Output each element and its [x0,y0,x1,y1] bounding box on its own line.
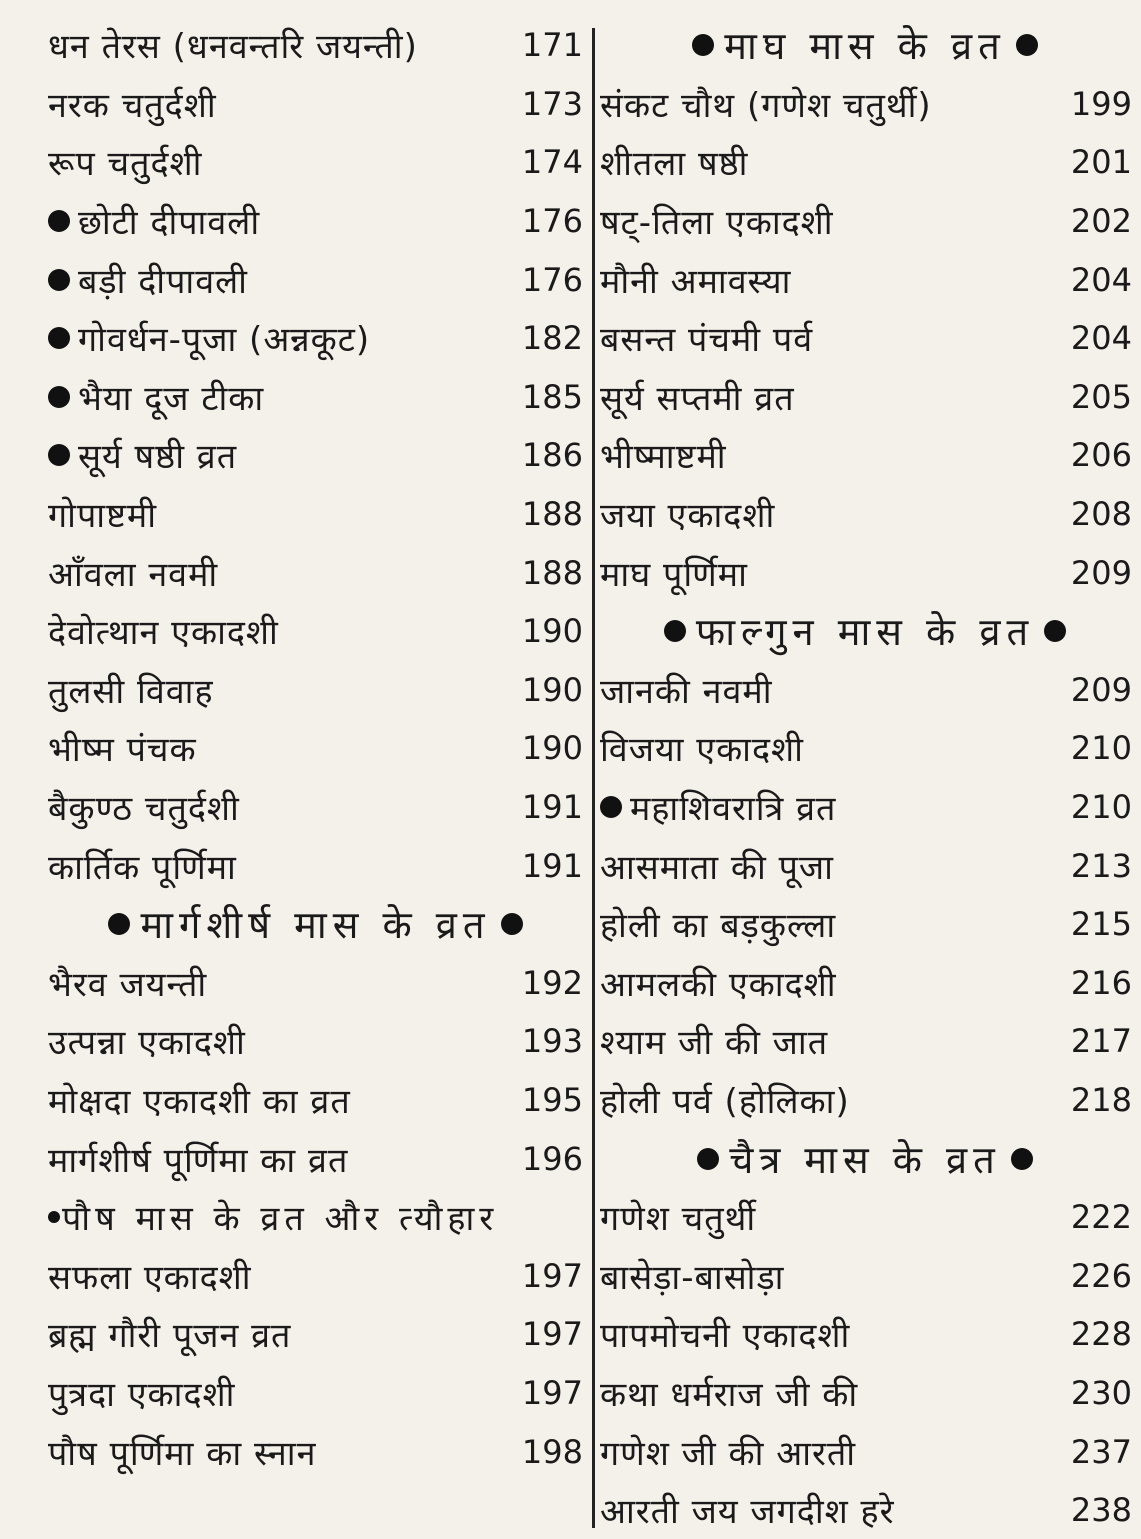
entry-page-number: 197 [521,1315,583,1354]
index-entry [600,895,1130,954]
index-entry [48,133,583,192]
entry-title: कथा धर्मराज जी की [600,1374,859,1415]
index-entry [600,1481,1130,1539]
entry-page-number: 216 [1070,963,1132,1002]
left-column [48,16,583,1481]
entry-title: माघ पूर्णिमा [600,554,748,595]
index-entry [600,250,1130,309]
entry-title: आरती जय जगदीश हरे [600,1492,895,1533]
entry-title: सूर्य षष्ठी व्रत [78,437,238,478]
entry-title: उत्पन्ना एकादशी [48,1023,246,1064]
index-entry [600,661,1130,720]
bullet-icon [1011,1148,1033,1170]
index-entry [48,778,583,837]
entry-page-number: 210 [1070,788,1132,827]
index-entry [600,75,1130,134]
entry-title: कार्तिक पूर्णिमा [48,847,237,888]
entry-title: जानकी नवमी [600,671,773,712]
entry-title: ब्रह्म गौरी पूजन व्रत [48,1316,292,1357]
index-entry [48,368,583,427]
bullet-icon [692,34,714,56]
index-entry [48,1071,583,1130]
entry-title: रूप चतुर्दशी [48,144,203,185]
bullet-icon [48,444,70,466]
index-entry [600,1246,1130,1305]
entry-page-number: 196 [521,1139,583,1178]
entry-title: होली का बड़कुल्ला [600,906,837,947]
index-entry [48,1364,583,1423]
entry-title: बसन्त पंचमी पर्व [600,320,814,361]
entry-title: मार्गशीर्ष पूर्णिमा का व्रत [48,1140,349,1181]
entry-title: बैकुण्ठ चतुर्दशी [48,789,240,830]
entry-page-number: 204 [1070,319,1132,358]
index-entry [48,1012,583,1071]
entry-title: नरक चतुर्दशी [48,85,217,126]
entry-title: जया एकादशी [600,496,776,537]
index-entry [48,426,583,485]
entry-page-number: 213 [1070,846,1132,885]
entry-title: आसमाता की पूजा [600,847,834,888]
index-entry [600,309,1130,368]
section-heading [600,602,1130,661]
bullet-icon [48,1211,60,1223]
index-entry [600,1422,1130,1481]
index-entry [600,836,1130,895]
index-entry [48,192,583,251]
entry-title: देवोत्थान एकादशी [48,613,279,654]
entry-page-number: 210 [1070,729,1132,768]
entry-title: पुत्रदा एकादशी [48,1374,236,1415]
entry-title: भैरव जयन्ती [48,964,208,1005]
index-entry [600,1012,1130,1071]
entry-page-number: 217 [1070,1022,1132,1061]
index-entry [48,543,583,602]
entry-page-number: 228 [1070,1315,1132,1354]
entry-page-number: 176 [521,260,583,299]
entry-page-number: 204 [1070,260,1132,299]
section-heading [600,1129,1130,1188]
entry-title: होली पर्व (होलिका) [600,1081,850,1122]
index-entry [48,1246,583,1305]
entry-page-number: 208 [1070,495,1132,534]
index-entry [48,719,583,778]
entry-title: गणेश जी की आरती [600,1433,857,1474]
index-entry [600,485,1130,544]
entry-page-number: 176 [521,202,583,241]
entry-title: संकट चौथ (गणेश चतुर्थी) [600,85,932,126]
entry-title: गोवर्धन-पूजा (अन्नकूट) [78,320,371,361]
index-entry [48,602,583,661]
section-heading-label: पौष मास के व्रत और त्यौहार [62,1199,499,1240]
index-entry [600,543,1130,602]
bullet-icon [697,1148,719,1170]
index-entry [600,192,1130,251]
entry-title: धन तेरस (धनवन्तरि जयन्ती) [48,27,418,68]
entry-page-number: 191 [521,788,583,827]
entry-page-number: 238 [1070,1491,1132,1530]
bullet-icon [664,620,686,642]
entry-page-number: 237 [1070,1432,1132,1471]
entry-page-number: 186 [521,436,583,475]
bullet-icon [48,269,70,291]
index-entry [600,133,1130,192]
index-entry [48,485,583,544]
index-entry [600,426,1130,485]
entry-title: तुलसी विवाह [48,671,214,712]
entry-page-number: 205 [1070,377,1132,416]
entry-page-number: 206 [1070,436,1132,475]
entry-page-number: 195 [521,1080,583,1119]
entry-page-number: 174 [521,143,583,182]
right-column [600,16,1130,1539]
entry-title: शीतला षष्ठी [600,144,749,185]
entry-page-number: 171 [521,26,583,65]
entry-title: मौनी अमावस्या [600,261,792,302]
entry-title: पौष पूर्णिमा का स्नान [48,1433,317,1474]
index-entry [600,954,1130,1013]
entry-page-number: 188 [521,553,583,592]
entry-page-number: 215 [1070,905,1132,944]
section-heading [48,1188,583,1247]
entry-title: पापमोचनी एकादशी [600,1316,851,1357]
entry-title: बड़ी दीपावली [78,261,248,302]
index-entry [48,16,583,75]
entry-title: आमलकी एकादशी [600,964,837,1005]
entry-page-number: 185 [521,377,583,416]
bullet-icon [1044,620,1066,642]
entry-page-number: 191 [521,846,583,885]
index-entry [48,1422,583,1481]
entry-title: षट्-तिला एकादशी [600,203,834,244]
entry-title: भीष्म पंचक [48,730,197,771]
entry-page-number: 226 [1070,1256,1132,1295]
entry-title: विजया एकादशी [600,730,804,771]
index-entry [600,1305,1130,1364]
index-entry [600,778,1130,837]
entry-page-number: 197 [521,1256,583,1295]
bullet-icon [600,796,622,818]
bullet-icon [48,327,70,349]
entry-page-number: 190 [521,729,583,768]
index-entry [48,1305,583,1364]
entry-title: गणेश चतुर्थी [600,1199,757,1240]
entry-page-number: 201 [1070,143,1132,182]
entry-page-number: 190 [521,612,583,651]
entry-title: गोपाष्टमी [48,496,158,537]
entry-page-number: 192 [521,963,583,1002]
index-entry [600,368,1130,427]
section-heading [600,16,1130,75]
entry-title: आँवला नवमी [48,554,219,595]
index-entry [600,719,1130,778]
entry-page-number: 188 [521,495,583,534]
index-entry [48,250,583,309]
index-entry [600,1188,1130,1247]
section-heading [48,895,583,954]
entry-title: भैया दूज टीका [78,378,265,419]
entry-page-number: 230 [1070,1373,1132,1412]
entry-page-number: 197 [521,1373,583,1412]
entry-title: बासेड़ा-बासोड़ा [600,1257,785,1298]
index-entry [48,954,583,1013]
entry-title: सफला एकादशी [48,1257,252,1298]
entry-page-number: 199 [1070,84,1132,123]
entry-page-number: 173 [521,84,583,123]
section-heading-label: फाल्गुन मास के व्रत [695,610,1035,655]
section-heading-label: माघ मास के व्रत [724,24,1006,69]
index-entry [48,661,583,720]
section-heading-label: मार्गशीर्ष मास के व्रत [140,903,491,948]
entry-title: छोटी दीपावली [78,203,261,244]
entry-title: महाशिवरात्रि व्रत [630,789,837,830]
column-divider [592,28,595,1528]
index-entry [48,75,583,134]
entry-title: श्याम जी की जात [600,1023,829,1064]
entry-page-number: 202 [1070,202,1132,241]
bullet-icon [108,913,130,935]
entry-page-number: 209 [1070,553,1132,592]
entry-page-number: 222 [1070,1198,1132,1237]
entry-page-number: 209 [1070,670,1132,709]
entry-page-number: 193 [521,1022,583,1061]
entry-title: सूर्य सप्तमी व्रत [600,378,795,419]
index-entry [48,309,583,368]
bullet-icon [501,913,523,935]
bullet-icon [1016,34,1038,56]
entry-title: भीष्माष्टमी [600,437,727,478]
index-entry [48,1129,583,1188]
bullet-icon [48,386,70,408]
entry-title: मोक्षदा एकादशी का व्रत [48,1081,351,1122]
index-entry [600,1071,1130,1130]
index-entry [48,836,583,895]
entry-page-number: 182 [521,319,583,358]
entry-page-number: 218 [1070,1080,1132,1119]
bullet-icon [48,210,70,232]
entry-page-number: 190 [521,670,583,709]
section-heading-label: चैत्र मास के व्रत [729,1137,1001,1182]
entry-page-number: 198 [521,1432,583,1471]
index-entry [600,1364,1130,1423]
